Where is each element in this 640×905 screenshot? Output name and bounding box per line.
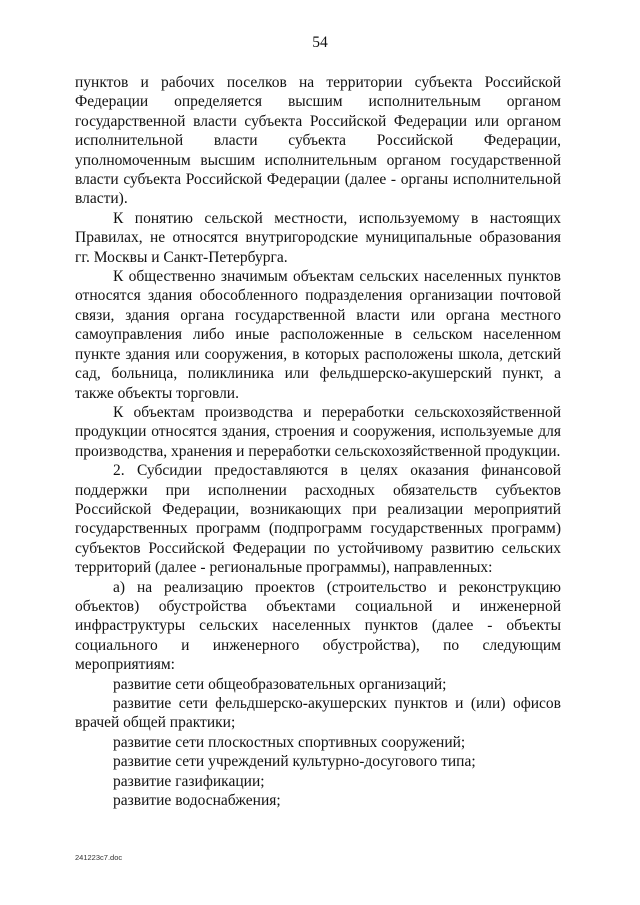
list-item-education: развитие сети общеобразовательных организаций;	[113, 675, 447, 693]
paragraph-item-a: а) на реализацию проектов (строительство и реконструкцию объектов) обустройства объектами социальной и инженерной инфраструктуры сельских населенных пунктов (далее - объекты социального и инженерного обустройства), по следующим мероприятиям:	[75, 578, 561, 674]
document-filename: 241223c7.doc	[75, 853, 123, 862]
list-item-culture: развитие сети учреждений культурно-досугового типа;	[113, 753, 476, 771]
paragraph-agricultural-objects: К объектам производства и переработки сельскохозяйственной продукции относятся здания, строения и сооружения, используемые для производства, хранения и переработки сельскохозяйственной продукции.	[75, 403, 561, 460]
list-item-water-supply: развитие водоснабжения;	[113, 792, 281, 810]
list-item-gasification: развитие газификации;	[113, 772, 265, 790]
page-number: 54	[312, 34, 328, 51]
paragraph-rural-area-definition: К понятию сельской местности, используемому в настоящих Правилах, не относятся внутригородские муниципальные образования гг. Москвы и Санкт-Петербурга.	[75, 209, 561, 266]
paragraph-subsidies: 2. Субсидии предоставляются в целях оказания финансовой поддержки при исполнении расходных обязательств субъектов Российской Федерации, возникающих при реализации мероприятий государственных программ (подпрограмм государственных программ) субъектов Российской Федерации по устойчивому развитию сельских территорий (далее - региональные программы), направленных:	[75, 462, 561, 577]
document-body	[75, 73, 561, 810]
list-item-medical: развитие сети фельдшерско-акушерских пунктов и (или) офисов врачей общей практики;	[75, 695, 561, 732]
paragraph-public-objects: К общественно значимым объектам сельских населенных пунктов относятся здания обособленного подразделения организации почтовой связи, здания органа государственной власти или органа местного самоуправления либо иные расположенные в сельском населенном пункте здания или сооружения, в которых расположены школа, детский сад, больница, поликлиника или фельдшерско-акушерский пункт, а также объекты торговли.	[75, 268, 561, 402]
list-item-sports: развитие сети плоскостных спортивных сооружений;	[113, 733, 466, 751]
paragraph-continuation: пунктов и рабочих поселков на территории субъекта Российской Федерации определяется высшим исполнительным органом государственной власти субъекта Российской Федерации или органом исполнительной власти субъекта Российской Федерации, уполномоченным высшим исполнительным органом государственной власти субъекта Российской Федерации (далее - органы исполнительной власти).	[75, 74, 561, 208]
